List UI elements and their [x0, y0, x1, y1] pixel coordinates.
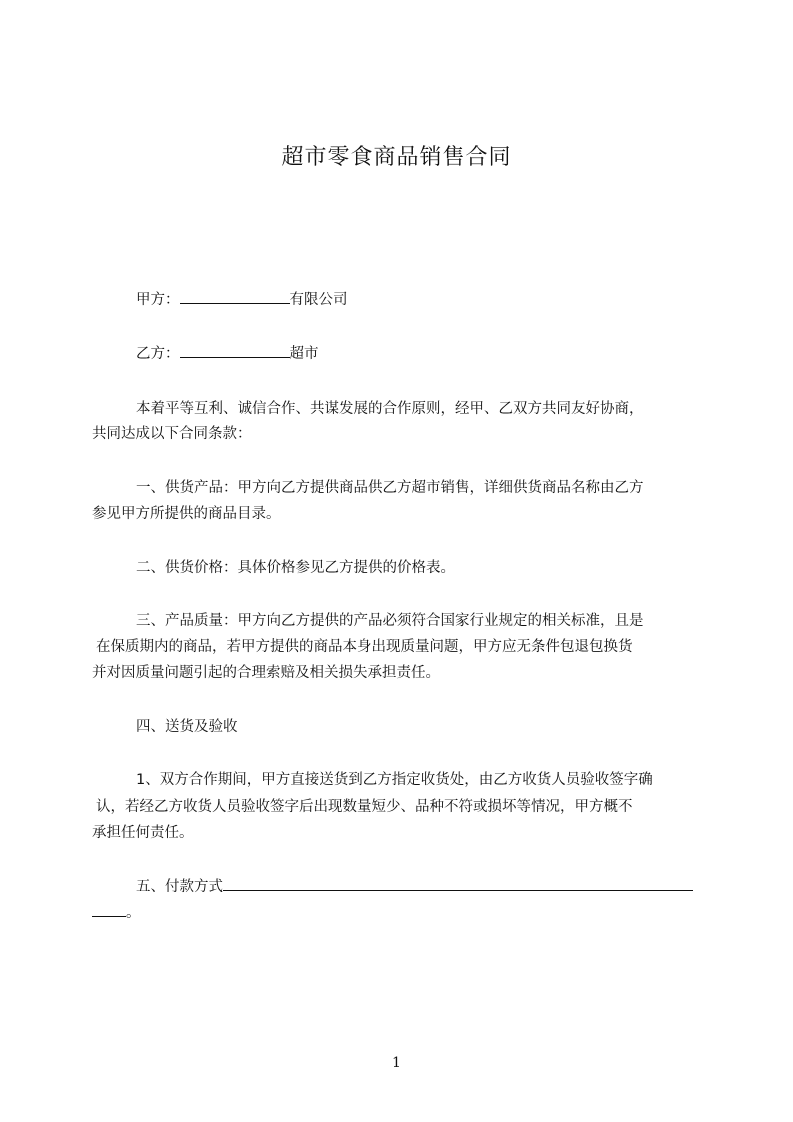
clause3-line-2: 在保质期内的商品，若甲方提供的商品本身出现质量问题，甲方应无条件包退包换货	[96, 639, 633, 655]
party-b-label: 乙方：	[136, 346, 180, 362]
clause2-line-1: 二、供货价格：具体价格参见乙方提供的价格表。	[136, 560, 455, 576]
clause1-line-1: 一、供货产品：甲方向乙方提供商品供乙方超市销售，详细供货商品名称由乙方	[136, 480, 644, 496]
party-b-blank	[180, 342, 290, 358]
document-title: 超市零食商品销售合同	[281, 145, 512, 170]
clause5-blank	[223, 875, 693, 891]
clause5-end: 。	[126, 905, 141, 921]
page-number: 1	[392, 1055, 401, 1071]
clause4-heading: 四、送货及验收	[136, 719, 238, 735]
party-a-label: 甲方：	[136, 292, 180, 308]
party-b-suffix: 超市	[289, 346, 319, 362]
party-a-blank	[180, 288, 290, 304]
clause5-line-1	[92, 874, 756, 901]
clause3-line-1: 三、产品质量：甲方向乙方提供的产品必须符合国家行业规定的相关标准，且是	[136, 613, 644, 629]
clause4-item1-line-2: 认，若经乙方收货人员验收签字后出现数量短少、品种不符或损坏等情况，甲方概不	[96, 799, 633, 815]
party-a-suffix: 有限公司	[289, 292, 348, 308]
intro-line-1: 本着平等互利、诚信合作、共谋发展的合作原则，经甲、乙双方共同友好协商，	[136, 401, 644, 417]
clause3-line-3: 并对因质量问题引起的合理索赔及相关损失承担责任。	[92, 665, 440, 681]
clause5-blank-cont	[92, 901, 126, 917]
clause5-line-2	[92, 900, 712, 927]
clause5-label: 五、付款方式	[136, 879, 223, 895]
clause4-item1-line-1: 1、双方合作期间，甲方直接送货到乙方指定收货处，由乙方收货人员验收签字确	[136, 772, 653, 788]
clause4-item1-line-3: 承担任何责任。	[92, 825, 194, 841]
party-b-line	[92, 341, 756, 368]
intro-line-2: 共同达成以下合同条款：	[92, 426, 252, 442]
clause1-line-2: 参见甲方所提供的商品目录。	[92, 506, 281, 522]
party-a-line	[92, 287, 756, 314]
